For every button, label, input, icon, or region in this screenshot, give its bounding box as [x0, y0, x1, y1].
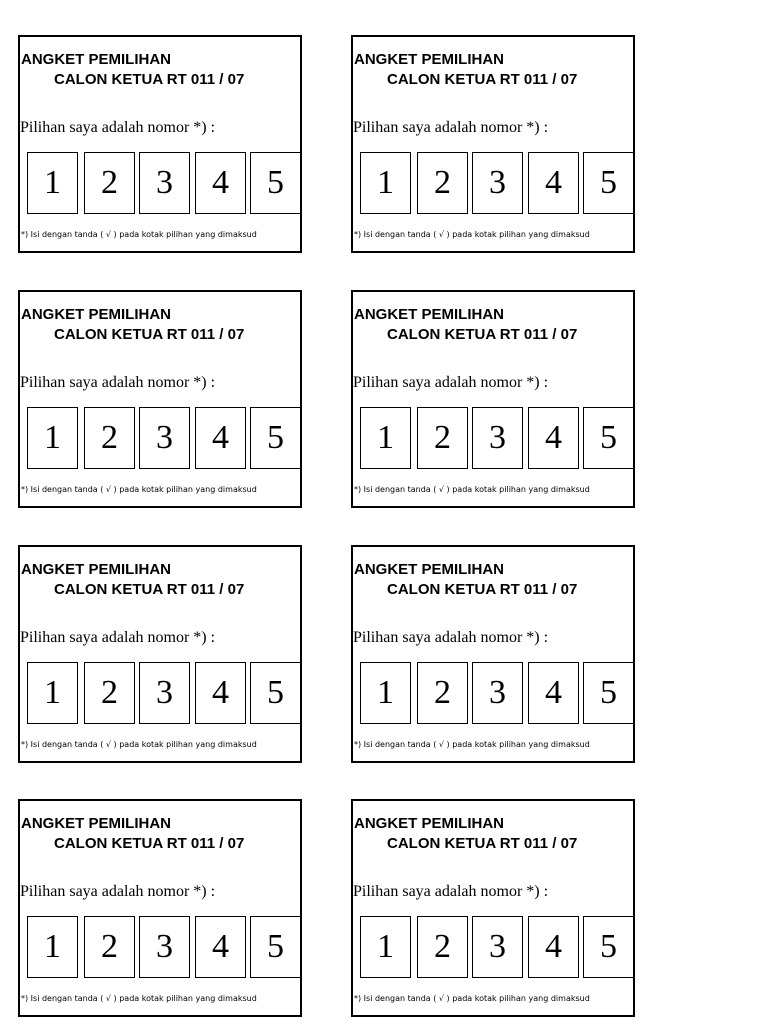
ballot-title-line1: ANGKET PEMILIHAN	[354, 306, 504, 323]
option-box-1[interactable]: 1	[360, 407, 411, 469]
option-box-5[interactable]: 5	[583, 152, 634, 214]
ballot-title-line1: ANGKET PEMILIHAN	[21, 51, 171, 68]
option-box-2[interactable]: 2	[417, 916, 468, 978]
ballot-footnote: *) Isi dengan tanda ( √ ) pada kotak pilihan yang dimaksud	[354, 230, 590, 239]
ballot-title-line1: ANGKET PEMILIHAN	[354, 561, 504, 578]
ballot-title-line2: CALON KETUA RT 011 / 07	[387, 71, 578, 88]
option-box-3[interactable]: 3	[472, 916, 523, 978]
ballot-footnote: *) Isi dengan tanda ( √ ) pada kotak pilihan yang dimaksud	[21, 485, 257, 494]
option-boxes	[27, 662, 302, 725]
ballot-title-line2: CALON KETUA RT 011 / 07	[54, 835, 245, 852]
ballot-footnote: *) Isi dengan tanda ( √ ) pada kotak pilihan yang dimaksud	[21, 230, 257, 239]
option-box-5[interactable]: 5	[250, 407, 301, 469]
ballot-title-line1: ANGKET PEMILIHAN	[21, 815, 171, 832]
ballot-title-line1: ANGKET PEMILIHAN	[354, 51, 504, 68]
ballot-title-line2: CALON KETUA RT 011 / 07	[387, 326, 578, 343]
ballot-card	[18, 35, 302, 253]
ballot-card	[18, 799, 302, 1017]
option-box-4[interactable]: 4	[528, 407, 579, 469]
ballot-title-line2: CALON KETUA RT 011 / 07	[387, 835, 578, 852]
ballot-footnote: *) Isi dengan tanda ( √ ) pada kotak pilihan yang dimaksud	[354, 485, 590, 494]
option-box-2[interactable]: 2	[84, 916, 135, 978]
option-boxes	[360, 662, 635, 725]
option-box-5[interactable]: 5	[250, 916, 301, 978]
ballot-prompt: Pilihan saya adalah nomor *) :	[353, 883, 549, 900]
option-box-1[interactable]: 1	[27, 407, 78, 469]
ballot-prompt: Pilihan saya adalah nomor *) :	[353, 374, 549, 391]
option-box-3[interactable]: 3	[472, 152, 523, 214]
ballot-title-line2: CALON KETUA RT 011 / 07	[54, 326, 245, 343]
option-box-2[interactable]: 2	[417, 407, 468, 469]
ballot-card	[18, 290, 302, 508]
ballot-prompt: Pilihan saya adalah nomor *) :	[353, 629, 549, 646]
option-box-3[interactable]: 3	[139, 662, 190, 724]
ballot-prompt: Pilihan saya adalah nomor *) :	[20, 374, 216, 391]
option-box-3[interactable]: 3	[139, 407, 190, 469]
ballot-card	[351, 290, 635, 508]
ballot-title-line1: ANGKET PEMILIHAN	[21, 561, 171, 578]
option-boxes	[360, 152, 635, 215]
ballot-card	[351, 35, 635, 253]
ballot-footnote: *) Isi dengan tanda ( √ ) pada kotak pilihan yang dimaksud	[21, 994, 257, 1003]
option-box-2[interactable]: 2	[417, 152, 468, 214]
ballot-footnote: *) Isi dengan tanda ( √ ) pada kotak pilihan yang dimaksud	[354, 740, 590, 749]
option-box-3[interactable]: 3	[472, 662, 523, 724]
ballot-card	[351, 799, 635, 1017]
ballot-title-line2: CALON KETUA RT 011 / 07	[387, 581, 578, 598]
ballot-prompt: Pilihan saya adalah nomor *) :	[20, 119, 216, 136]
option-box-4[interactable]: 4	[195, 152, 246, 214]
option-box-2[interactable]: 2	[417, 662, 468, 724]
option-box-4[interactable]: 4	[528, 916, 579, 978]
option-box-5[interactable]: 5	[583, 662, 634, 724]
option-box-1[interactable]: 1	[360, 662, 411, 724]
option-box-3[interactable]: 3	[472, 407, 523, 469]
ballot-prompt: Pilihan saya adalah nomor *) :	[353, 119, 549, 136]
option-box-1[interactable]: 1	[360, 152, 411, 214]
option-box-2[interactable]: 2	[84, 662, 135, 724]
ballot-footnote: *) Isi dengan tanda ( √ ) pada kotak pilihan yang dimaksud	[354, 994, 590, 1003]
ballot-card	[18, 545, 302, 763]
ballot-title-line2: CALON KETUA RT 011 / 07	[54, 71, 245, 88]
option-box-5[interactable]: 5	[250, 662, 301, 724]
option-box-4[interactable]: 4	[195, 662, 246, 724]
option-box-4[interactable]: 4	[528, 662, 579, 724]
option-box-4[interactable]: 4	[528, 152, 579, 214]
option-box-1[interactable]: 1	[360, 916, 411, 978]
ballot-title-line1: ANGKET PEMILIHAN	[354, 815, 504, 832]
option-box-1[interactable]: 1	[27, 152, 78, 214]
option-boxes	[360, 916, 635, 979]
ballot-title-line1: ANGKET PEMILIHAN	[21, 306, 171, 323]
option-boxes	[27, 152, 302, 215]
option-box-1[interactable]: 1	[27, 662, 78, 724]
option-box-5[interactable]: 5	[583, 407, 634, 469]
option-box-3[interactable]: 3	[139, 916, 190, 978]
option-box-1[interactable]: 1	[27, 916, 78, 978]
option-box-4[interactable]: 4	[195, 407, 246, 469]
ballot-footnote: *) Isi dengan tanda ( √ ) pada kotak pilihan yang dimaksud	[21, 740, 257, 749]
option-boxes	[360, 407, 635, 470]
ballot-prompt: Pilihan saya adalah nomor *) :	[20, 629, 216, 646]
option-box-3[interactable]: 3	[139, 152, 190, 214]
option-box-5[interactable]: 5	[250, 152, 301, 214]
option-box-2[interactable]: 2	[84, 152, 135, 214]
option-box-2[interactable]: 2	[84, 407, 135, 469]
option-box-4[interactable]: 4	[195, 916, 246, 978]
ballot-title-line2: CALON KETUA RT 011 / 07	[54, 581, 245, 598]
ballot-prompt: Pilihan saya adalah nomor *) :	[20, 883, 216, 900]
option-boxes	[27, 916, 302, 979]
option-box-5[interactable]: 5	[583, 916, 634, 978]
ballot-card	[351, 545, 635, 763]
option-boxes	[27, 407, 302, 470]
